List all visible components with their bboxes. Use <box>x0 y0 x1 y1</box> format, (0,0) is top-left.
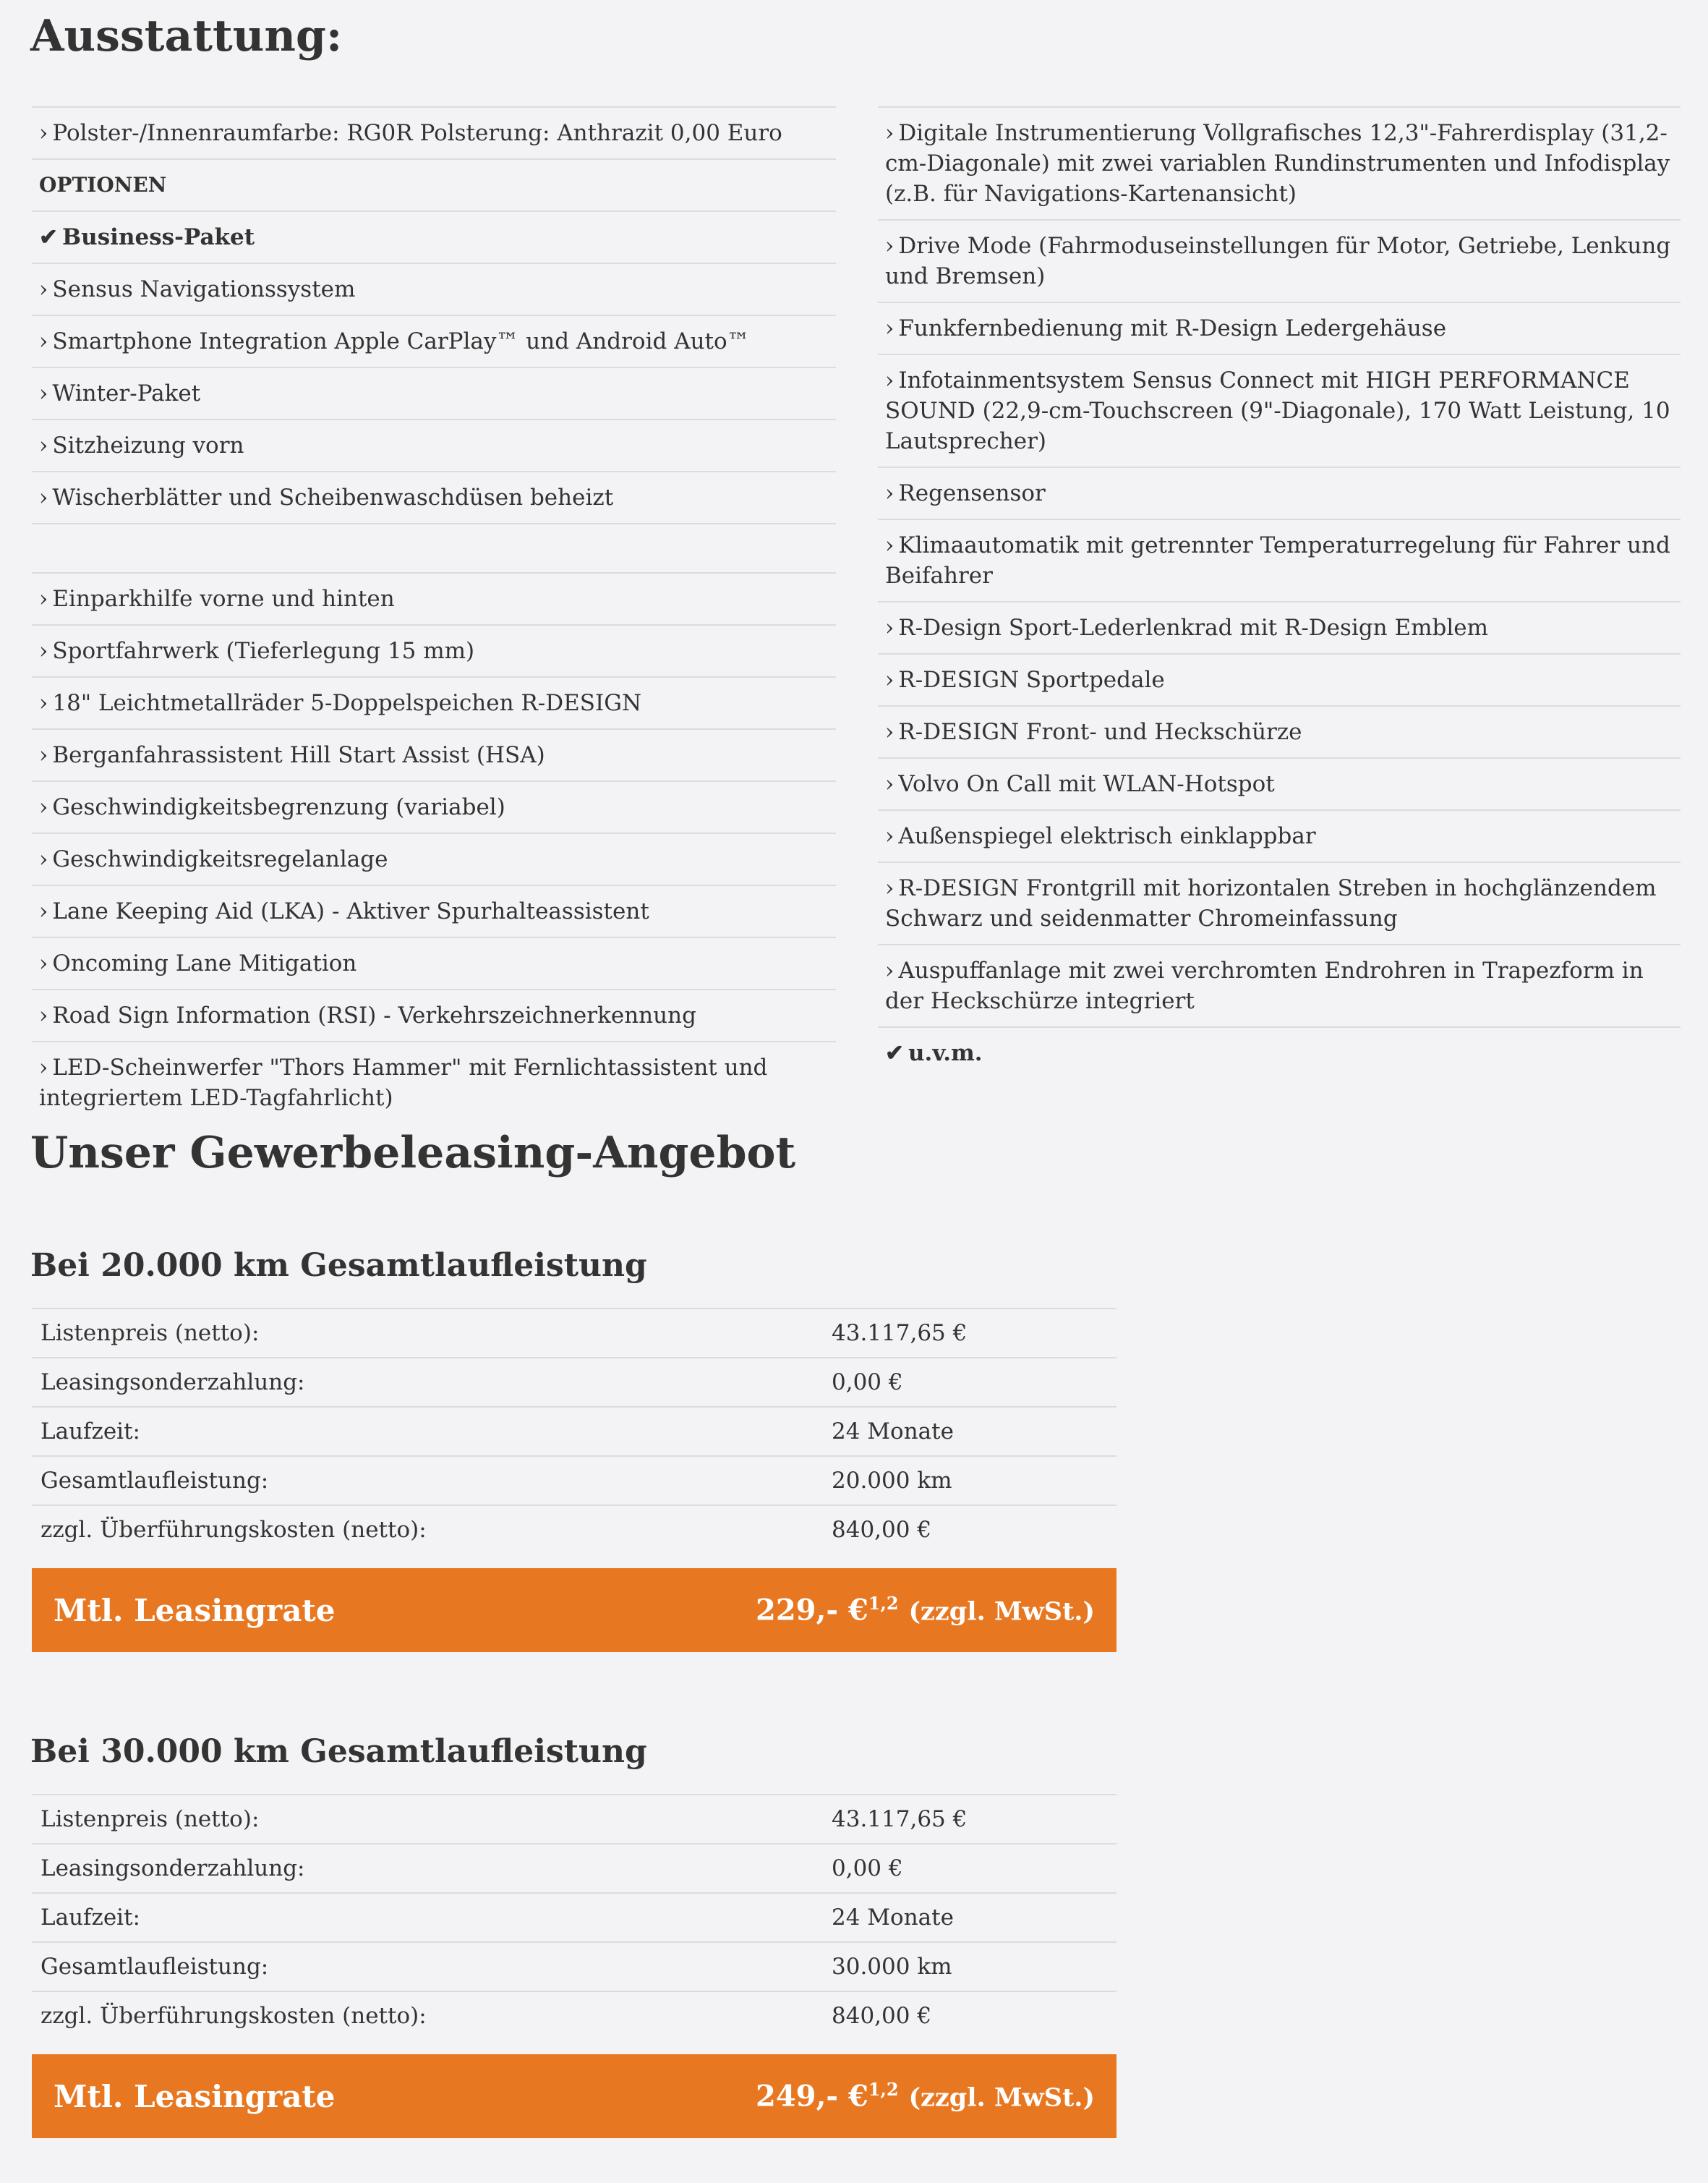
list-item: ✔ u.v.m. <box>878 1028 1681 1078</box>
chevron-right-icon: › <box>39 898 48 924</box>
list-item: › Oncoming Lane Mitigation <box>32 937 836 989</box>
row-value: 0,00 € <box>832 1369 903 1395</box>
chevron-right-icon: › <box>39 950 48 976</box>
chevron-right-icon: › <box>885 771 894 797</box>
monthly-rate-bar <box>32 2054 1116 2138</box>
row-value: 20.000 km <box>832 1468 952 1494</box>
row-label: Leasingsonderzahlung: <box>40 1855 305 1881</box>
chevron-right-icon: › <box>39 690 48 716</box>
equipment-list-right <box>878 106 1681 1078</box>
chevron-right-icon: › <box>885 120 894 146</box>
list-item: › Drive Mode (Fahrmoduseinstellungen für Motor, Getriebe, Lenkung und Bremsen) <box>878 219 1681 302</box>
list-item: › Sitzheizung vorn <box>32 419 836 471</box>
chevron-right-icon: › <box>885 532 894 558</box>
table-row <box>32 1455 1116 1505</box>
row-label: Gesamtlaufleistung: <box>40 1954 269 1980</box>
chevron-right-icon: › <box>39 433 48 459</box>
list-item: › Geschwindigkeitsbegrenzung (variabel) <box>32 780 836 833</box>
list-spacer <box>32 523 836 572</box>
rate-value: 229,- €$^{1,2}$ (zzgl. MwSt.) <box>756 1593 1095 1627</box>
chevron-right-icon: › <box>39 846 48 872</box>
rate-label: Mtl. Leasingrate <box>54 2078 336 2114</box>
list-item: › Winter-Paket <box>32 367 836 419</box>
equipment-list-left <box>32 106 836 1123</box>
list-item: › R-DESIGN Front- und Heckschürze <box>878 705 1681 757</box>
row-label: Leasingsonderzahlung: <box>40 1369 305 1395</box>
chevron-right-icon: › <box>39 742 48 768</box>
chevron-right-icon: › <box>39 328 48 354</box>
checkmark-icon: ✔ <box>39 224 58 250</box>
list-item: › Funkfernbedienung mit R-Design Ledergehäuse <box>878 302 1681 354</box>
list-item: › Sensus Navigationssystem <box>32 263 836 315</box>
row-value: 24 Monate <box>832 1905 954 1931</box>
rate-value: 249,- €$^{1,2}$ (zzgl. MwSt.) <box>756 2079 1095 2114</box>
row-label: zzgl. Überführungskosten (netto): <box>40 1517 427 1543</box>
list-item: › Berganfahrassistent Hill Start Assist (HSA) <box>32 728 836 780</box>
list-item: › Geschwindigkeitsregelanlage <box>32 833 836 885</box>
row-value: 43.117,65 € <box>832 1320 968 1346</box>
chevron-right-icon: › <box>39 586 48 612</box>
options-heading: OPTIONEN <box>32 158 836 210</box>
list-item: › Auspuffanlage mit zwei verchromten Endrohren in Trapezform in der Heckschürze integriert <box>878 944 1681 1028</box>
list-item: › Regensensor <box>878 467 1681 519</box>
row-value: 840,00 € <box>832 1517 932 1543</box>
table-row <box>32 1941 1116 1991</box>
chevron-right-icon: › <box>885 958 894 984</box>
chevron-right-icon: › <box>885 233 894 259</box>
chevron-right-icon: › <box>885 719 894 745</box>
list-item: › Klimaautomatik mit getrennter Temperaturregelung für Fahrer und Beifahrer <box>878 519 1681 601</box>
list-item: › R-DESIGN Frontgrill mit horizontalen Streben in hochglänzendem Schwarz und seidenmatter Chromeinfassung <box>878 861 1681 944</box>
equipment-title: Ausstattung: <box>30 11 343 61</box>
footnote-marker: 1,2 <box>868 1593 899 1614</box>
table-row <box>32 1794 1116 1843</box>
offer-table <box>32 1794 1116 2040</box>
chevron-right-icon: › <box>885 480 894 506</box>
table-row <box>32 1991 1116 2040</box>
list-item: › Digitale Instrumentierung Vollgrafisches 12,3"-Fahrerdisplay (31,2-cm-Diagonale) mit zwei variablen Rundinstrumenten und Infodisplay (z.B. für Navigations-Kartenansicht) <box>878 106 1681 219</box>
row-label: Listenpreis (netto): <box>40 1806 260 1832</box>
checkmark-icon: ✔ <box>885 1040 904 1066</box>
chevron-right-icon: › <box>39 794 48 820</box>
chevron-right-icon: › <box>39 1055 48 1081</box>
offer-title: Bei 20.000 km Gesamtlaufleistung <box>30 1247 647 1284</box>
table-row <box>32 1406 1116 1455</box>
chevron-right-icon: › <box>885 367 894 393</box>
chevron-right-icon: › <box>39 120 48 146</box>
table-row <box>32 1505 1116 1554</box>
list-item: › Smartphone Integration Apple CarPlay™ und Android Auto™ <box>32 315 836 367</box>
leasing-title: Unser Gewerbeleasing-Angebot <box>30 1128 796 1178</box>
chevron-right-icon: › <box>39 638 48 664</box>
offer-table <box>32 1308 1116 1554</box>
chevron-right-icon: › <box>885 875 894 901</box>
list-item: › Infotainmentsystem Sensus Connect mit HIGH PERFORMANCE SOUND (22,9-cm-Touchscreen (9"-Diagonale), 170 Watt Leistung, 10 Lautsprecher) <box>878 354 1681 467</box>
chevron-right-icon: › <box>39 485 48 511</box>
chevron-right-icon: › <box>885 615 894 641</box>
offer-title: Bei 30.000 km Gesamtlaufleistung <box>30 1733 647 1770</box>
row-value: 0,00 € <box>832 1855 903 1881</box>
list-item: › Wischerblätter und Scheibenwaschdüsen beheizt <box>32 471 836 523</box>
table-row <box>32 1308 1116 1357</box>
list-item: › Außenspiegel elektrisch einklappbar <box>878 809 1681 861</box>
chevron-right-icon: › <box>39 380 48 407</box>
list-item: ✔ Business-Paket <box>32 210 836 263</box>
list-item: › 18" Leichtmetallräder 5-Doppelspeichen R-DESIGN <box>32 676 836 728</box>
row-value: 30.000 km <box>832 1954 952 1980</box>
chevron-right-icon: › <box>39 1003 48 1029</box>
row-label: Laufzeit: <box>40 1905 141 1931</box>
row-value: 24 Monate <box>832 1418 954 1444</box>
chevron-right-icon: › <box>885 667 894 693</box>
table-row <box>32 1892 1116 1941</box>
list-item: › Polster-/Innenraumfarbe: RG0R Polsterung: Anthrazit 0,00 Euro <box>32 106 836 158</box>
table-row <box>32 1843 1116 1892</box>
list-item: › Einparkhilfe vorne und hinten <box>32 572 836 624</box>
row-value: 840,00 € <box>832 2003 932 2029</box>
monthly-rate-bar <box>32 1568 1116 1652</box>
rate-label: Mtl. Leasingrate <box>54 1592 336 1628</box>
row-label: Listenpreis (netto): <box>40 1320 260 1346</box>
list-item: › LED-Scheinwerfer "Thors Hammer" mit Fernlichtassistent und integriertem LED-Tagfahrlicht) <box>32 1041 836 1123</box>
chevron-right-icon: › <box>885 823 894 849</box>
chevron-right-icon: › <box>39 276 48 302</box>
row-label: zzgl. Überführungskosten (netto): <box>40 2003 427 2029</box>
list-item: › R-Design Sport-Lederlenkrad mit R-Design Emblem <box>878 601 1681 653</box>
list-item: › R-DESIGN Sportpedale <box>878 653 1681 705</box>
list-item: › Volvo On Call mit WLAN-Hotspot <box>878 757 1681 809</box>
footnote-marker: 1,2 <box>868 2079 899 2101</box>
list-item: › Sportfahrwerk (Tieferlegung 15 mm) <box>32 624 836 676</box>
row-label: Gesamtlaufleistung: <box>40 1468 269 1494</box>
table-row <box>32 1357 1116 1406</box>
row-label: Laufzeit: <box>40 1418 141 1444</box>
chevron-right-icon: › <box>885 315 894 341</box>
row-value: 43.117,65 € <box>832 1806 968 1832</box>
list-item: › Road Sign Information (RSI) - Verkehrszeichnerkennung <box>32 989 836 1041</box>
list-item: › Lane Keeping Aid (LKA) - Aktiver Spurhalteassistent <box>32 885 836 937</box>
